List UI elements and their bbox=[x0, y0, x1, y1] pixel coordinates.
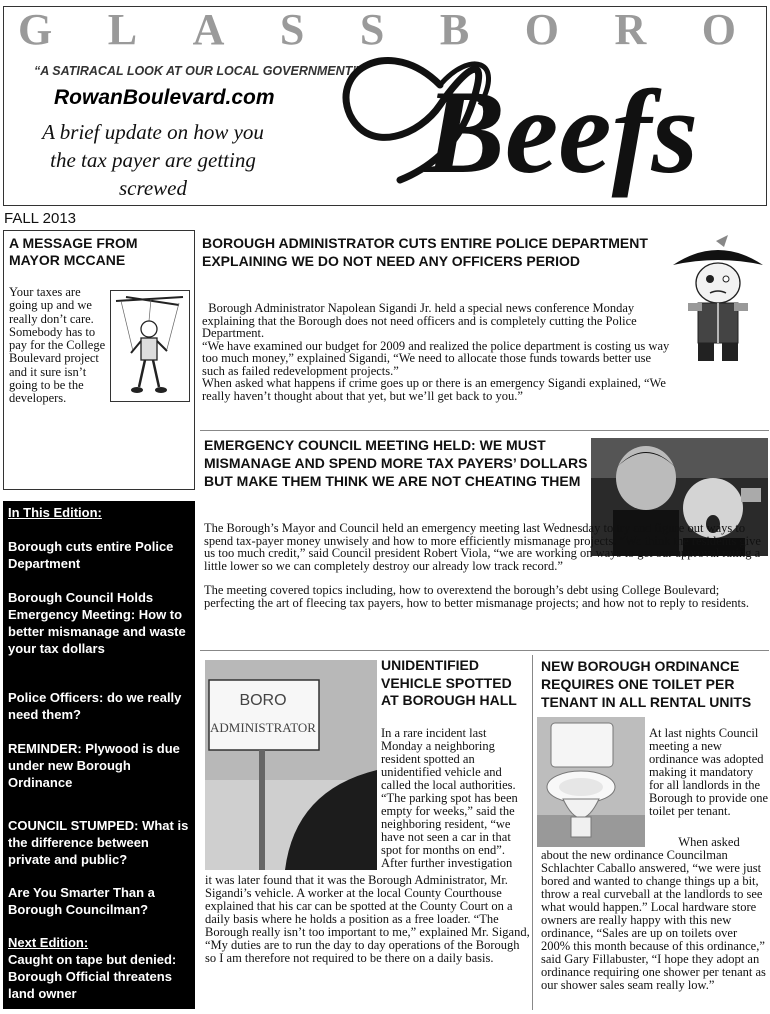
vehicle-article-body-continued: it was later found that it was the Borough Administrator, Mr. Sigandi’s vehicle. A worker at the local County Courthouse explained that his car can be spotted at the County Court on a daily basis where he holds a position as a free loader. “The Borough really isn’t too important to me,” explained Mr. Sigand, “My duties are to run the day to day operations of the Borough so I am therefore not required to be there on a daily basis. bbox=[205, 873, 530, 965]
toilet-photo bbox=[537, 717, 645, 847]
title-letter: R bbox=[614, 5, 649, 54]
police-article-headline: BOROUGH ADMINISTRATOR CUTS ENTIRE POLICE DEPARTMENT EXPLAINING WE DO NOT NEED ANY OFFICERS PERIOD bbox=[202, 235, 648, 269]
article-paragraph: The Borough’s Mayor and Council held an emergency meeting last Wednesday to try and figure out ways to spend tax-payer money unwisely and how to more efficiently mismanage projects. “We think the residents give us too much credit,” said Council president Robert Viola, “we are working on ways to get our approval rating a little lower so we can completely destroy our already low track record.” bbox=[204, 521, 761, 573]
in-this-edition-sidebar bbox=[3, 501, 195, 1009]
toilet-article-body-continued: When asked about the new ordinance Councilman Schlachter Caballo answered, “we were just bored and wanted to change things up a bit, throw a real curveball at the landlords to see what would happen.” Local hardware store owners are really happy with this new ordinance, “Sales are up on toilets over 200% this month because of this ordinance,” said Gary Fillabuster, “I hope they adopt an ordinance requiring one shower per tenant as our shower sales seam really low.” bbox=[541, 835, 766, 992]
article-paragraph: “We have examined our budget for 2009 and realized the police department is costing us way too much money,” explained Sigandi, “We need to allocate those funds towards better use such as failed redevelopment projects.” bbox=[202, 338, 670, 378]
mayor-message-title: A MESSAGE FROM MAYOR MCCANE bbox=[9, 235, 138, 268]
sidebar-item[interactable]: REMINDER: Plywood is due under new Borough Ordinance bbox=[8, 741, 180, 790]
tagline: “A SATIRACAL LOOK AT OUR LOCAL GOVERNMENT” bbox=[34, 64, 359, 78]
sidebar-heading: In This Edition: bbox=[8, 505, 102, 520]
next-edition-text[interactable]: Caught on tape but denied: Borough Official threatens land owner bbox=[8, 952, 177, 1001]
column-divider bbox=[532, 655, 533, 1010]
sidebar-item[interactable]: Are You Smarter Than a Borough Councilman? bbox=[8, 885, 155, 917]
police-article-body bbox=[202, 302, 672, 402]
napoleon-cartoon-image bbox=[668, 233, 768, 365]
sidebar-item[interactable]: Police Officers: do we really need them? bbox=[8, 690, 182, 722]
emergency-article-body bbox=[204, 522, 769, 621]
title-letter: B bbox=[439, 5, 472, 54]
sign-line-2: ADMINISTRATOR bbox=[210, 720, 316, 735]
article-paragraph: When asked what happens if crime goes up or there is an emergency Sigandi explained, “We really haven’t thought about that yet, but we’ll get back to you.” bbox=[202, 376, 666, 403]
title-letter: A bbox=[192, 5, 227, 54]
beefs-logo bbox=[330, 30, 760, 210]
boro-administrator-sign-photo bbox=[205, 660, 377, 870]
article-divider bbox=[200, 430, 769, 431]
sidebar-item[interactable]: COUNCIL STUMPED: What is the difference between private and public? bbox=[8, 818, 189, 867]
sign-line-1: BORO bbox=[239, 692, 287, 709]
mayor-message-body: Your taxes are going up and we really don’t care. Somebody has to pay for the College Boulevard project and it sure isn’t going to be the developers. bbox=[9, 285, 106, 406]
toilet-article-headline: NEW BOROUGH ORDINANCE REQUIRES ONE TOILET PER TENANT IN ALL RENTAL UNITS bbox=[541, 658, 752, 710]
toilet-article-body: At last nights Council meeting a new ordinance was adopted making it mandatory for all landlords in the Borough to provide one toilet per tenant. bbox=[649, 726, 769, 818]
next-edition-heading: Next Edition: bbox=[8, 935, 89, 950]
article-paragraph: The meeting covered topics including, how to overextend the borough’s debt using College Boulevard; perfecting the art of fleecing tax payers, how to better mismanage projects; and how not to reply to residents. bbox=[204, 583, 749, 610]
beefs-logo-text: Beefs bbox=[425, 65, 699, 198]
title-letter: G bbox=[18, 5, 55, 54]
brief-subtitle: A brief update on how you the tax payer are getting screwed bbox=[42, 120, 264, 200]
vehicle-article-headline: UNIDENTIFIED VEHICLE SPOTTED AT BOROUGH HALL bbox=[381, 657, 517, 708]
title-letter: L bbox=[107, 5, 140, 54]
vehicle-article-body: In a rare incident last Monday a neighboring resident spotted an unidentified vehicle and called the local authorities. “The parking spot has been empty for weeks,” said the neighboring resident, “we have not seen a car in that spot for months on end”. After further investigation bbox=[381, 726, 518, 870]
marionette-image bbox=[110, 290, 190, 402]
article-divider bbox=[200, 650, 769, 651]
title-letter: O bbox=[701, 5, 738, 54]
sidebar-item[interactable]: Borough cuts entire Police Department bbox=[8, 539, 174, 571]
title-letter: S bbox=[359, 5, 387, 54]
sidebar-item[interactable]: Borough Council Holds Emergency Meeting: How to better mismanage and waste your tax dollars bbox=[8, 590, 186, 656]
edition-season: FALL 2013 bbox=[4, 210, 77, 227]
title-letter: O bbox=[524, 5, 561, 54]
site-link[interactable]: RowanBoulevard.com bbox=[54, 86, 275, 109]
article-paragraph: Borough Administrator Napolean Sigandi Jr. held a special news conference Monday explaining that the Borough does not need officers and is completely cutting the Police Department. bbox=[202, 301, 637, 340]
title-letter: S bbox=[279, 5, 307, 54]
emergency-article-headline: EMERGENCY COUNCIL MEETING HELD: WE MUST MISMANAGE AND SPEND MORE TAX PAYERS’ DOLLARS BUT MAKE THEM THINK WE ARE NOT CHEATING THEM bbox=[204, 437, 588, 489]
